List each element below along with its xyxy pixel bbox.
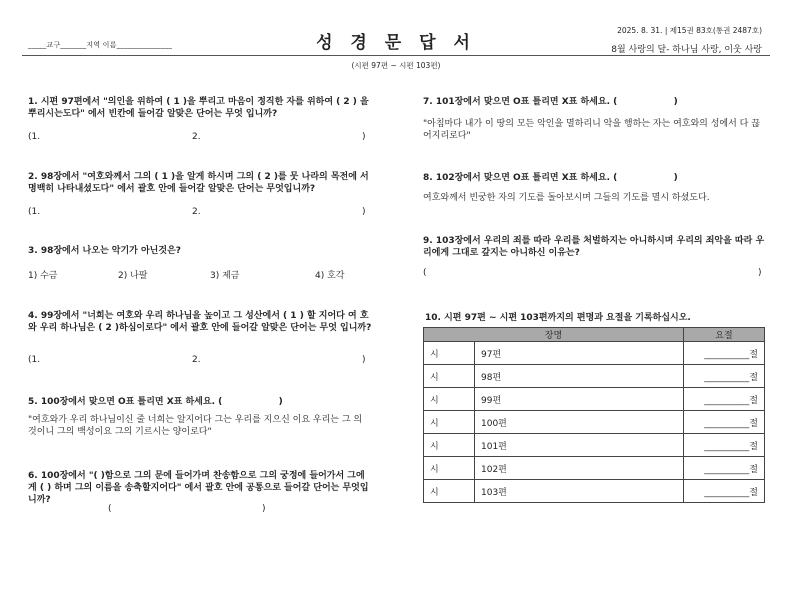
answer-2-mid: 2. xyxy=(192,207,201,217)
book-cell: 시 xyxy=(424,342,475,365)
statement-8: 여호와께서 빈궁한 자의 기도를 돌아보시며 그들의 기도를 멸시 하셨도다. xyxy=(423,193,710,203)
subtitle-range: (시편 97편 ~ 시편 103편) xyxy=(351,61,441,70)
verse-cell[interactable]: __________절 xyxy=(684,480,765,503)
question-8: 8. 102장에서 맞으면 O표 틀리면 X표 하세요. ( ) xyxy=(423,173,678,183)
book-cell: 시 xyxy=(424,434,475,457)
answer-6-open: ( xyxy=(108,504,112,514)
issue-info: 2025. 8. 31. | 제15권 83호(통권 2487호) xyxy=(617,26,762,35)
answer-1-close: ) xyxy=(362,132,366,142)
table-row xyxy=(424,342,765,365)
monthly-theme: 8월 사랑의 달- 하나님 사랑, 이웃 사랑 xyxy=(611,45,762,55)
question-6: 6. 100장에서 "( )함으로 그의 문에 들어가며 찬송함으로 그의 궁정에 들어가서 그에게 ( ) 하며 그의 이름을 송축할지어다" 에서 괄호 안에 공통으로 들어갈 단어는 무엇입니까? xyxy=(28,471,369,505)
table-row xyxy=(424,480,765,503)
answer-2-open: (1. xyxy=(28,207,41,217)
question-3: 3. 98장에서 나오는 악기가 아닌것은? xyxy=(28,246,181,256)
verse-cell[interactable]: __________절 xyxy=(684,365,765,388)
question-7: 7. 101장에서 맞으면 O표 틀리면 X표 하세요. ( ) xyxy=(423,97,678,107)
table-row xyxy=(424,365,765,388)
option-3: 3) 제금 xyxy=(210,271,240,281)
question-5: 5. 100장에서 맞으면 O표 틀리면 X표 하세요. ( ) xyxy=(28,397,283,407)
table-header-row xyxy=(424,328,765,342)
answer-4-open: (1. xyxy=(28,355,41,365)
chapter-cell: 99편 xyxy=(475,388,684,411)
question-9: 9. 103장에서 우리의 죄를 따라 우리를 처벌하지는 아니하시며 우리의 죄악을 따라 우리에게 그대로 갚지는 아니하신 이유는? xyxy=(423,236,765,258)
book-cell: 시 xyxy=(424,411,475,434)
book-cell: 시 xyxy=(424,457,475,480)
book-cell: 시 xyxy=(424,365,475,388)
answer-1-mid: 2. xyxy=(192,132,201,142)
answer-9-close: ) xyxy=(758,268,762,278)
chapter-cell: 97편 xyxy=(475,342,684,365)
chapter-cell: 101편 xyxy=(475,434,684,457)
table-row xyxy=(424,388,765,411)
option-1: 1) 수금 xyxy=(28,271,58,281)
summary-table xyxy=(423,327,765,503)
book-cell: 시 xyxy=(424,388,475,411)
name-field-line: _____교구_______지역 이름_______________ xyxy=(28,41,173,49)
column-header-chapter: 장명 xyxy=(424,328,684,342)
answer-4-mid: 2. xyxy=(192,355,201,365)
question-10: 10. 시편 97편 ~ 시편 103편까지의 편명과 요절을 기록하십시오. xyxy=(425,313,691,323)
option-4: 4) 호각 xyxy=(315,271,345,281)
chapter-cell: 100편 xyxy=(475,411,684,434)
verse-cell[interactable]: __________절 xyxy=(684,342,765,365)
table-row xyxy=(424,434,765,457)
answer-1-open: (1. xyxy=(28,132,41,142)
question-1: 1. 시편 97편에서 "의인을 위하여 ( 1 )을 뿌리고 마음이 정직한 자를 위하여 ( 2 ) 을 뿌리시는도다" 에서 빈칸에 들어갈 알맞은 단어는 무엇 입니까? xyxy=(28,97,369,119)
statement-5: "여호와가 우리 하나님이신 줄 너희는 알지어다 그는 우리를 지으신 이요 우리는 그 의 것이니 그의 백성이요 그의 기르시는 양이로다" xyxy=(28,415,363,437)
verse-cell[interactable]: __________절 xyxy=(684,434,765,457)
question-2: 2. 98장에서 "여호와께서 그의 ( 1 )을 알게 하시며 그의 ( 2 )를 뭇 나라의 목전에 서 명백히 나타내셨도다" 에서 괄호 안에 들어갈 알맞은 단어는 무엇입니까? xyxy=(28,172,369,194)
question-4: 4. 99장에서 "너희는 여호와 우리 하나님을 높이고 그 성산에서 ( 1 ) 할 지어다 여 호와 우리 하나님은 ( 2 )하심이로다" 에서 괄호 안에 들어갈 알맞은 단어는 무엇 입니까? xyxy=(28,311,372,333)
verse-cell[interactable]: __________절 xyxy=(684,411,765,434)
verse-cell[interactable]: __________절 xyxy=(684,457,765,480)
verse-cell[interactable]: __________절 xyxy=(684,388,765,411)
table-row xyxy=(424,457,765,480)
column-header-verse: 요절 xyxy=(684,328,765,342)
book-cell: 시 xyxy=(424,480,475,503)
chapter-cell: 102편 xyxy=(475,457,684,480)
page-title: 성 경 문 답 서 xyxy=(316,33,476,53)
answer-6-close: ) xyxy=(262,504,266,514)
chapter-cell: 103편 xyxy=(475,480,684,503)
answer-4-close: ) xyxy=(362,355,366,365)
answer-9-open: ( xyxy=(423,268,427,278)
statement-7: "아침마다 내가 이 땅의 모든 악인을 멸하리니 악을 행하는 자는 여호와의 성에서 다 끊어지리로다" xyxy=(423,119,760,141)
chapter-cell: 98편 xyxy=(475,365,684,388)
table-row xyxy=(424,411,765,434)
header-divider xyxy=(22,55,770,56)
answer-2-close: ) xyxy=(362,207,366,217)
option-2: 2) 나팔 xyxy=(118,271,148,281)
